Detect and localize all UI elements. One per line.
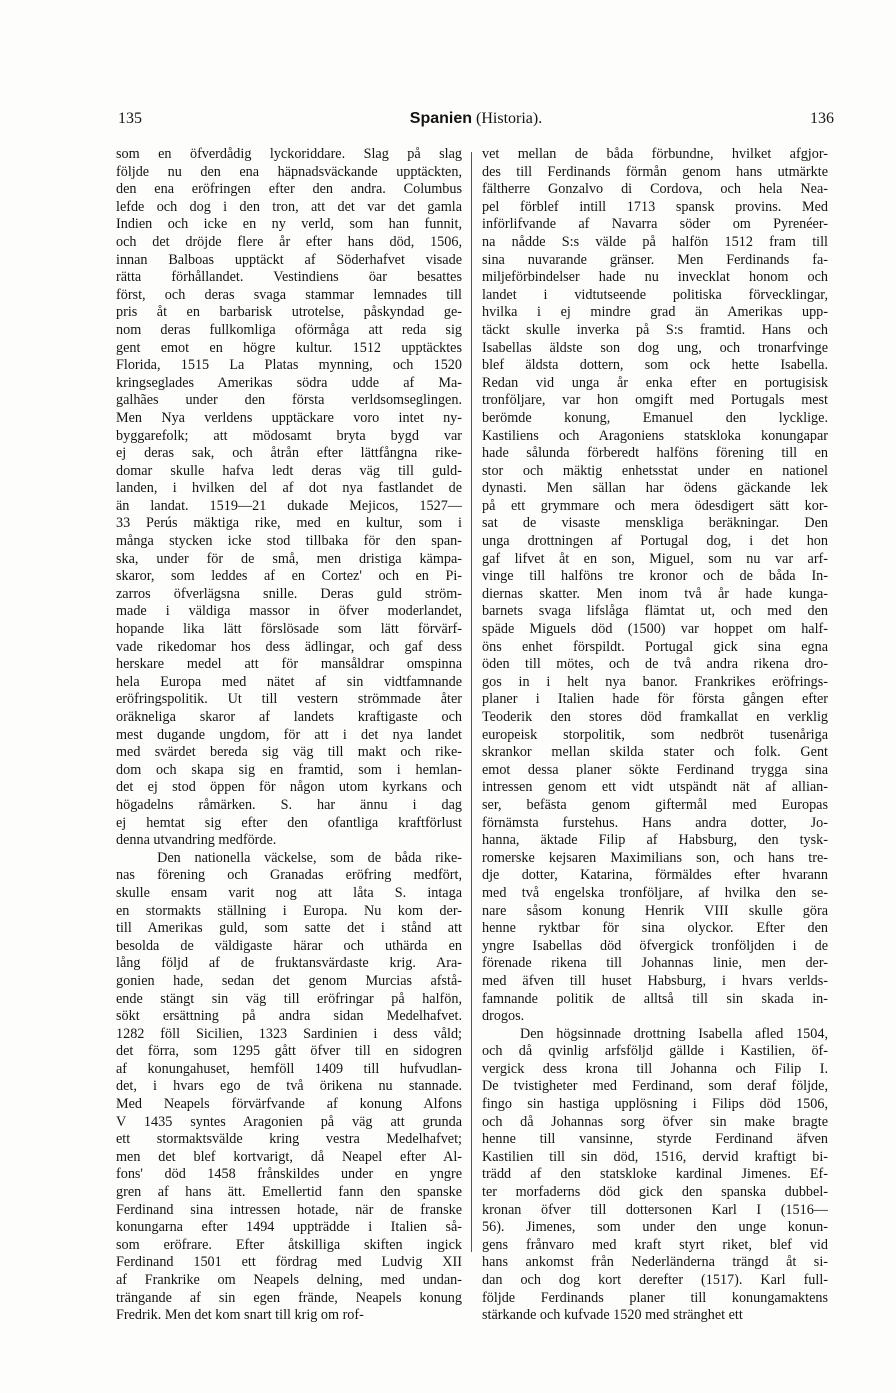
article-subtitle: (Historia). — [476, 110, 543, 127]
text-line: 33 Perús mäktiga rike, med en kultur, som i — [116, 515, 462, 532]
text-line: det ej stod öppen för någon utom kyrkans och — [116, 779, 462, 796]
text-line: innan Balboas upptäckt af Söderhafvet visade — [116, 251, 462, 268]
text-line: gonien hade, sedan det genom Murcias afstå- — [116, 972, 462, 989]
text-line: följde nu den ena häpnadsväckande upptäckten, — [116, 163, 462, 180]
text-line: henne till vansinne, styrde Ferdinand äfven — [482, 1131, 828, 1148]
page-number-right: 136 — [810, 110, 834, 127]
running-title — [118, 110, 834, 128]
text-line: mest dugande ungdom, för att i det nya landet — [116, 726, 462, 743]
text-line: dynasti. Men sällan har ödens gäckande lek — [482, 480, 828, 497]
text-line: högadelns råmärken. S. har ännu i dag — [116, 796, 462, 813]
text-line: på ett grymmare och mera ödesdigert sätt kor- — [482, 497, 828, 514]
text-line: gens frånvaro med kraft styrt riket, blef vid — [482, 1236, 828, 1253]
text-line: berömde konung, Emanuel den lycklige. — [482, 409, 828, 426]
text-line: yngre Isabellas död öfvergick tronföljden i de — [482, 937, 828, 954]
text-line: lång följd af de fruktansvärdaste krig. Ara- — [116, 955, 462, 972]
text-line: des till Ferdinands förmån genom hans utmärkte — [482, 163, 828, 180]
text-line: domar skulle hafva ledt deras väg till guld- — [116, 462, 462, 479]
text-line: miljeförbindelser hade nu invecklat honom och — [482, 269, 828, 286]
text-line: ter morfaderns död gick den spanska dubbel- — [482, 1184, 828, 1201]
page-header — [118, 110, 834, 134]
text-line: den ena eröfringen efter den andra. Columbus — [116, 181, 462, 198]
text-line: europeisk storpolitik, som nedbröt tusenåriga — [482, 726, 828, 743]
text-line: nare såsom konung Henrik VIII skulle göra — [482, 902, 828, 919]
text-line: V 1435 syntes Aragonien på väg att grunda — [116, 1113, 462, 1130]
text-line: dje dotter, Katarina, förmäldes efter hvarann — [482, 867, 828, 884]
text-line: Fredrik. Men det kom snart till krig om rof- — [116, 1307, 364, 1324]
text-line: Indien och icke en ny verld, som han funnit, — [116, 216, 462, 233]
text-line: Ferdinand sina intressen hotade, när de franske — [116, 1201, 462, 1218]
text-line: gent emot en högre kultur. 1512 upptäcktes — [116, 339, 462, 356]
page-number-left: 135 — [118, 110, 142, 127]
text-line: tronföljare, var hon omgift med Portugals mest — [482, 392, 828, 409]
text-line: vinge till halföns tre kronor och de båda In- — [482, 568, 828, 585]
text-line: ende stängt sin väg till eröfringar på halfön, — [116, 990, 462, 1007]
text-line: stor och mäktig enhetsstat under en nationel — [482, 462, 828, 479]
text-line: kronan öfver till dottersonen Karl I (1516— — [482, 1201, 828, 1218]
text-line: blef äldsta dottern, som ock hette Isabella. — [482, 357, 828, 374]
text-line: Teoderik den stores död framkallat en verklig — [482, 709, 828, 725]
text-line: vet mellan de båda förbundne, hvilket afgjor- — [482, 146, 828, 162]
text-line: oräkneliga skaror af landets kraftigaste och — [116, 709, 462, 725]
text-line: hanna, äktade Filip af Habsburg, den tysk- — [482, 832, 828, 849]
text-line: zarros öfverlägsna snille. Deras guld ström- — [116, 585, 462, 602]
text-line: späde Miguels död (1500) var hoppet om half- — [482, 621, 828, 638]
text-line: landet i vidtutseende politiska förvecklingar, — [482, 286, 828, 303]
text-line: som en öfverdådig lyckoriddare. Slag på slag — [116, 146, 462, 162]
text-line: ej hemtat sig efter den ofantliga kraftförlust — [116, 814, 462, 831]
text-line: öden till mötes, och de två andra rikena dro- — [482, 656, 828, 673]
text-line: dan och dog kort derefter (1517). Karl full- — [482, 1272, 828, 1288]
text-line: drogos. — [482, 1008, 525, 1025]
text-line: unga drottningen af Portugal dog, i det hon — [482, 533, 828, 550]
text-line: byggarefolk; att mödosamt bryta bygd var — [116, 427, 462, 444]
text-line: än landat. 1519—21 dukade Mejicos, 1527— — [116, 497, 462, 514]
text-line: Med Neapels förvärfvande af konung Alfons — [116, 1096, 462, 1113]
text-line: nas förening och Granadas eröfring medfört, — [116, 867, 462, 884]
text-line: emot dessa planer sökte Ferdinand trygga sina — [482, 761, 828, 778]
text-line: gos in i helt nya banor. Frankrikes eröfrings- — [482, 673, 828, 690]
text-line: sökt ersättning på andra sidan Medelhafvet. — [116, 1008, 462, 1025]
text-line: Redan vid unga år enka efter en portugisisk — [482, 374, 828, 391]
text-line: det, i hvars ego de två örikena nu stannade. — [116, 1078, 462, 1095]
text-line: och då qvinlig arfsföljd gällde i Kastilien, öf- — [482, 1043, 828, 1060]
text-line: Florida, 1515 La Platas mynning, och 1520 — [116, 357, 462, 374]
text-line: landen, i hvilken del af dot nya fastlandet de — [116, 480, 462, 497]
text-line: denna utvandring medförde. — [116, 832, 277, 849]
text-line: Ferdinand 1501 ett fördrag med Ludvig XII — [116, 1254, 462, 1271]
text-line: De tvistigheter med Ferdinand, som deraf följde, — [482, 1078, 828, 1095]
text-line: lefde och dog i den tron, att det var det gamla — [116, 198, 462, 215]
text-line: med svärdet bereda sig väg till makt och rike- — [116, 744, 462, 761]
text-line: kringseglades Amerikas södra udde af Ma- — [116, 374, 462, 391]
text-line: införlifvande af Navarra söder om Pyrenéer- — [482, 216, 828, 233]
text-line: pel förblef intill 1713 spansk provins. Med — [482, 198, 828, 215]
text-line: 56). Jimenes, som under den unge konun- — [482, 1219, 828, 1236]
text-line: fingo sin hastiga upplösning i Filips död 1506, — [482, 1096, 828, 1113]
text-line: ett stormaktsvälde kring vestra Medelhafvet; — [116, 1131, 462, 1148]
text-line: trängande af sin egen frände, Neapels konung — [116, 1289, 462, 1306]
text-line: Kastilien till sin död, 1516, dervid kraftigt bi- — [482, 1148, 828, 1165]
article-title: Spanien — [409, 110, 473, 127]
text-line: dom och skapa sig en framtid, som i hemlan- — [116, 761, 462, 778]
text-line: som eröfrare. Efter åtskilliga skiften ingick — [116, 1236, 462, 1253]
text-line: besolda de väldigaste härar och uthärda en — [116, 937, 462, 954]
text-line: na nådde S:s välde på halfön 1512 fram till — [482, 233, 828, 250]
text-line: och det dröjde flere år efter hans död, 1506, — [116, 233, 462, 250]
text-line: eröfringspolitik. Ut till vestern strömmade åter — [116, 691, 462, 708]
text-line: ser, befästa genom giftermål med Europas — [482, 796, 828, 813]
text-line: galhães under den första verldsomseglingen. — [116, 392, 462, 409]
text-line: ska, under för de små, men dristiga kämpa- — [116, 550, 462, 567]
text-line: Den nationella väckelse, som de båda rike- — [116, 849, 462, 866]
text-line: fons' död 1458 frånskildes under en yngre — [116, 1166, 462, 1183]
text-line: öns enhet förspildt. Portugal gick sina egna — [482, 638, 828, 655]
text-line: made i väldiga massor in öfver moderlandet, — [116, 603, 462, 620]
right-column — [482, 146, 828, 1325]
text-line: gaf lifvet åt en son, Miguel, som nu var arf- — [482, 550, 828, 567]
column-divider — [471, 152, 472, 1252]
text-line: till Amerikas guld, som satte det i stånd att — [116, 920, 462, 937]
text-line: hade sålunda förberedt halföns förening till en — [482, 445, 828, 462]
text-line: nom deras fullkomliga oförmåga att reda sig — [116, 321, 462, 338]
text-line: Isabellas äldste son dog ung, och tronarfvinge — [482, 339, 828, 356]
text-line: Men Nya verldens upptäckare voro intet ny- — [116, 409, 462, 426]
text-line: herskare medel att för mansåldrar omspinna — [116, 656, 462, 673]
left-column — [116, 146, 462, 1325]
text-line: hopande lika lätt förslösade som lätt förvärf- — [116, 621, 462, 638]
text-line: diernas skatter. Men inom två år hade kunga- — [482, 585, 828, 602]
text-line: trädd af den statskloke kardinal Jimenes. Ef- — [482, 1166, 828, 1183]
text-line: henne ryktbar för sina olyckor. Efter den — [482, 920, 828, 937]
text-line: rätta förhållandet. Vestindiens öar besattes — [116, 269, 462, 286]
text-line: ej deras sak, och åtrån efter lättfångna rike- — [116, 445, 462, 462]
text-line: det förra, som 1295 gått öfver till en sidogren — [116, 1043, 462, 1060]
text-line: intressen genom ett vidt utspändt nät af allian- — [482, 779, 828, 796]
text-line: skaror, som leddes af en Cortez' och en Pi- — [116, 568, 462, 585]
text-line: konungarna efter 1494 uppträdde i Italien så- — [116, 1219, 462, 1236]
text-line: hans ankomst från Nederländerna trängd åt si- — [482, 1254, 828, 1271]
text-line: skrankor mellan skilda stater och folk. Gent — [482, 744, 828, 761]
text-line: fältherre Gonzalvo di Cordova, och hela Nea- — [482, 181, 828, 198]
text-line: täckt skulle inverka på S:s framtid. Hans och — [482, 321, 828, 338]
text-line: förnämsta furstehus. Hans andra dotter, Jo- — [482, 814, 828, 831]
text-line: men det blef kortvarigt, då Neapel efter Al- — [116, 1148, 462, 1165]
text-line: med äfven till huset Habsburg, i hvars verlds- — [482, 972, 828, 989]
text-line: och då Johannas sorg öfver sin make bragte — [482, 1113, 828, 1130]
text-line: sina nuvarande gränser. Men Ferdinands fa- — [482, 251, 828, 268]
text-line: famnande politik de alltså till sin skada in- — [482, 990, 828, 1007]
text-line: pris åt en barbarisk utrotelse, påskyndad ge- — [116, 304, 462, 321]
text-line: många stycken icke stod tillbaka för den span- — [116, 533, 462, 550]
text-line: en stormakts ställning i Europa. Nu kom der- — [116, 902, 462, 919]
text-line: sat de visaste menskliga beräkningar. Den — [482, 515, 828, 532]
text-line: 1282 föll Sicilien, 1323 Sardinien i dess våld; — [116, 1025, 462, 1042]
text-line: af Frankrike om Neapels delning, med undan- — [116, 1272, 462, 1288]
text-line: Kastiliens och Aragoniens statskloka konungapar — [482, 427, 828, 444]
text-line: med två engelska tronföljare, af hvilka den se- — [482, 884, 828, 901]
text-line: hvilka i ej mindre grad än Amerikas upp- — [482, 304, 828, 321]
text-line: hela Europa med nätet af sin vidtfamnande — [116, 673, 462, 690]
text-line: först, och deras svaga stammar lemnades till — [116, 286, 462, 303]
text-line: af konungahuset, hemföll 1409 till hufvudlan- — [116, 1060, 462, 1077]
text-line: barnets svaga lifslåga flämtat ut, och med den — [482, 603, 828, 620]
text-line: skulle ensam varit nog att låta S. intaga — [116, 884, 462, 901]
text-line: romerske kejsaren Maximilians son, och hans tre- — [482, 849, 828, 866]
text-line: vergick dess krona till Johanna och Filip I. — [482, 1060, 828, 1077]
text-line: vade rikedomar hos dess ädlingar, och gaf dess — [116, 638, 462, 655]
text-line: följde Ferdinands planer till konungamaktens — [482, 1289, 828, 1306]
text-line: planer i Italien hade för första gången efter — [482, 691, 828, 708]
text-line: gren af hans ätt. Emellertid fann den spanske — [116, 1184, 462, 1201]
text-line: stärkande och kufvade 1520 med stränghet ett — [482, 1307, 743, 1324]
text-line: Den högsinnade drottning Isabella afled 1504, — [482, 1025, 828, 1042]
text-line: förenade rikena till Johannas linie, men der- — [482, 955, 828, 972]
